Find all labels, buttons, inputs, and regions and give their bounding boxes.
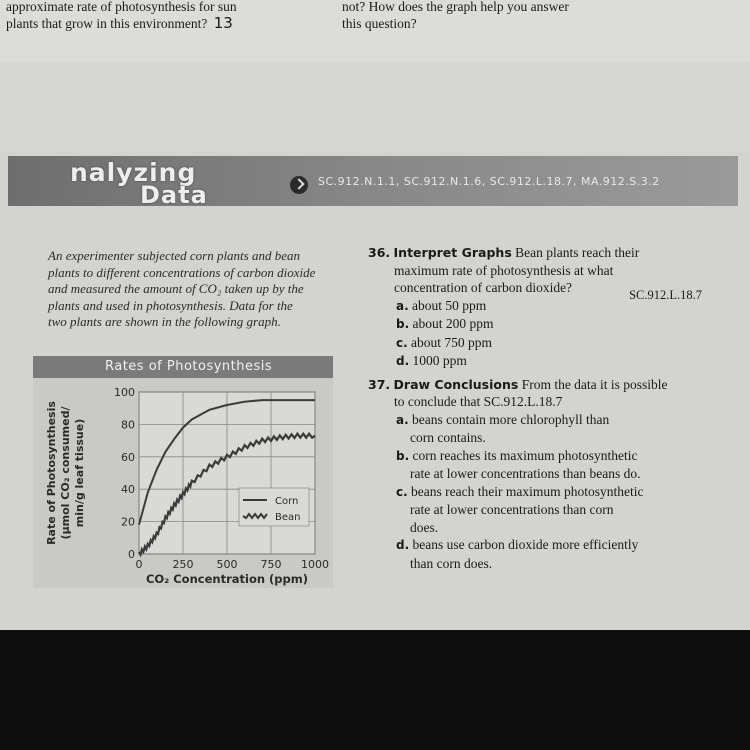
handwritten-answer: 13	[213, 14, 233, 32]
section-header	[8, 156, 738, 209]
q37-choice-a-cont: corn contains.	[410, 430, 486, 445]
previous-question-line2: plants that grow in this environment?	[6, 16, 208, 31]
q36-choice-b[interactable]	[368, 315, 698, 334]
q37-choice-d[interactable]	[368, 536, 698, 555]
q37-stem-line2: to conclude that	[394, 394, 481, 409]
y-tick-label: 60	[121, 450, 135, 464]
header-standards: SC.912.N.1.1, SC.912.N.1.6, SC.912.L.18.7, MA.912.S.3.2	[318, 175, 660, 188]
section-title-line2: Data	[140, 181, 208, 209]
q37-stem-line1: From the data it is possible	[521, 376, 668, 392]
intro-line: two plants are shown in the following graph.	[48, 314, 281, 329]
y-tick-label: 80	[121, 418, 135, 432]
y-tick-label: 0	[128, 548, 135, 561]
x-tick-label: 250	[172, 558, 194, 571]
previous-question-right	[342, 0, 569, 32]
y-tick-label: 40	[121, 483, 135, 497]
q37-heading: Draw Conclusions	[393, 376, 519, 392]
choice-letter: b.	[396, 448, 410, 463]
y-tick-label: 100	[114, 386, 135, 399]
choice-text: beans use carbon dioxide more efficiently	[412, 537, 639, 552]
x-tick-label: 500	[216, 558, 238, 571]
q37-stem-row1	[368, 376, 698, 394]
y-axis-label: Rate of Photosynthesis	[45, 401, 58, 545]
q36-number: 36.	[368, 245, 391, 260]
q37-choice-d-cont: than corn does.	[410, 555, 493, 571]
x-tick-label: 0	[135, 558, 143, 571]
question-36	[368, 244, 702, 371]
choice-letter: a.	[396, 298, 409, 313]
q36-choice-c[interactable]	[368, 334, 698, 353]
intro-line: plants to different concentrations of carbon dioxide	[48, 264, 316, 280]
choice-letter: a.	[396, 412, 409, 427]
choice-text: corn reaches its maximum photosynthetic	[412, 447, 638, 463]
choice-text: 1000 ppm	[412, 353, 467, 368]
q37-choice-b-cont: rate at lower concentrations than beans do.	[410, 466, 641, 481]
legend-label-bean: Bean	[275, 512, 301, 523]
intro-paragraph	[48, 248, 348, 331]
previous-question-right-line1: not? How does the graph help you answer	[342, 0, 569, 14]
q36-stem-line2: maximum rate of photosynthesis at what	[394, 262, 614, 278]
choice-letter: d.	[396, 538, 410, 552]
legend-label-corn: Corn	[275, 496, 299, 507]
y-tick-label: 20	[121, 515, 135, 529]
analyzing-data-page	[0, 152, 750, 630]
q37-stem-line2-row	[368, 393, 698, 411]
q36-choice-d[interactable]	[368, 352, 698, 371]
choice-letter: d.	[396, 354, 410, 368]
x-tick-label: 750	[260, 558, 282, 571]
choice-text: about 200 ppm	[412, 316, 494, 331]
q37-standard: SC.912.L.18.7	[483, 394, 563, 409]
choice-letter: c.	[396, 335, 408, 350]
q36-standard: SC.912.L.18.7	[629, 287, 702, 302]
choice-text: about 50 ppm	[412, 297, 487, 313]
question-37	[368, 376, 698, 573]
choice-text: beans reach their maximum photosynthetic	[411, 483, 644, 499]
blank-page-area	[0, 62, 750, 152]
choice-text: about 750 ppm	[411, 334, 493, 350]
q36-heading: Interpret Graphs	[393, 245, 512, 260]
choice-text: beans contain more chlorophyll than	[412, 411, 610, 427]
y-axis-label: min/g leaf tissue)	[73, 418, 86, 528]
previous-question-right-line2: this question?	[342, 16, 417, 31]
y-axis-label: (µmol CO₂ consumed/	[59, 406, 72, 540]
q36-stem-line1: Bean plants reach their	[515, 245, 640, 260]
dark-background	[0, 630, 750, 750]
q37-choice-c-cont: rate at lower concentrations than corn	[410, 502, 614, 517]
x-tick-label: 1000	[301, 558, 329, 571]
q37-choice-a[interactable]	[368, 411, 698, 430]
previous-page-strip	[0, 0, 750, 64]
choice-letter: b.	[396, 317, 410, 331]
photosynthesis-chart	[33, 378, 333, 588]
choice-letter: c.	[396, 484, 408, 499]
questions-column	[368, 244, 702, 572]
q37-number: 37.	[368, 376, 391, 392]
previous-question-line1: approximate rate of photosynthesis for sun	[6, 0, 237, 14]
section-title-line1: nalyzing	[70, 158, 197, 187]
q36-stem-line3: concentration of carbon dioxide?	[394, 280, 573, 295]
q37-choice-b[interactable]	[368, 447, 698, 466]
intro-line: and measured the amount of CO₂ taken up by the	[48, 281, 304, 296]
previous-question-left	[6, 0, 237, 32]
q37-choice-c-cont2: does.	[410, 519, 439, 535]
q36-stem-row1	[368, 244, 698, 262]
x-axis-label: CO₂ Concentration (ppm)	[145, 572, 309, 586]
chart-title: Rates of Photosynthesis	[33, 356, 333, 378]
q37-choice-c[interactable]	[368, 483, 698, 502]
arrow-icon	[290, 176, 308, 194]
intro-line: An experimenter subjected corn plants and bean	[48, 248, 300, 263]
previous-question-line2-row	[6, 15, 237, 32]
intro-line: plants and used in photosynthesis. Data for the	[48, 297, 293, 313]
